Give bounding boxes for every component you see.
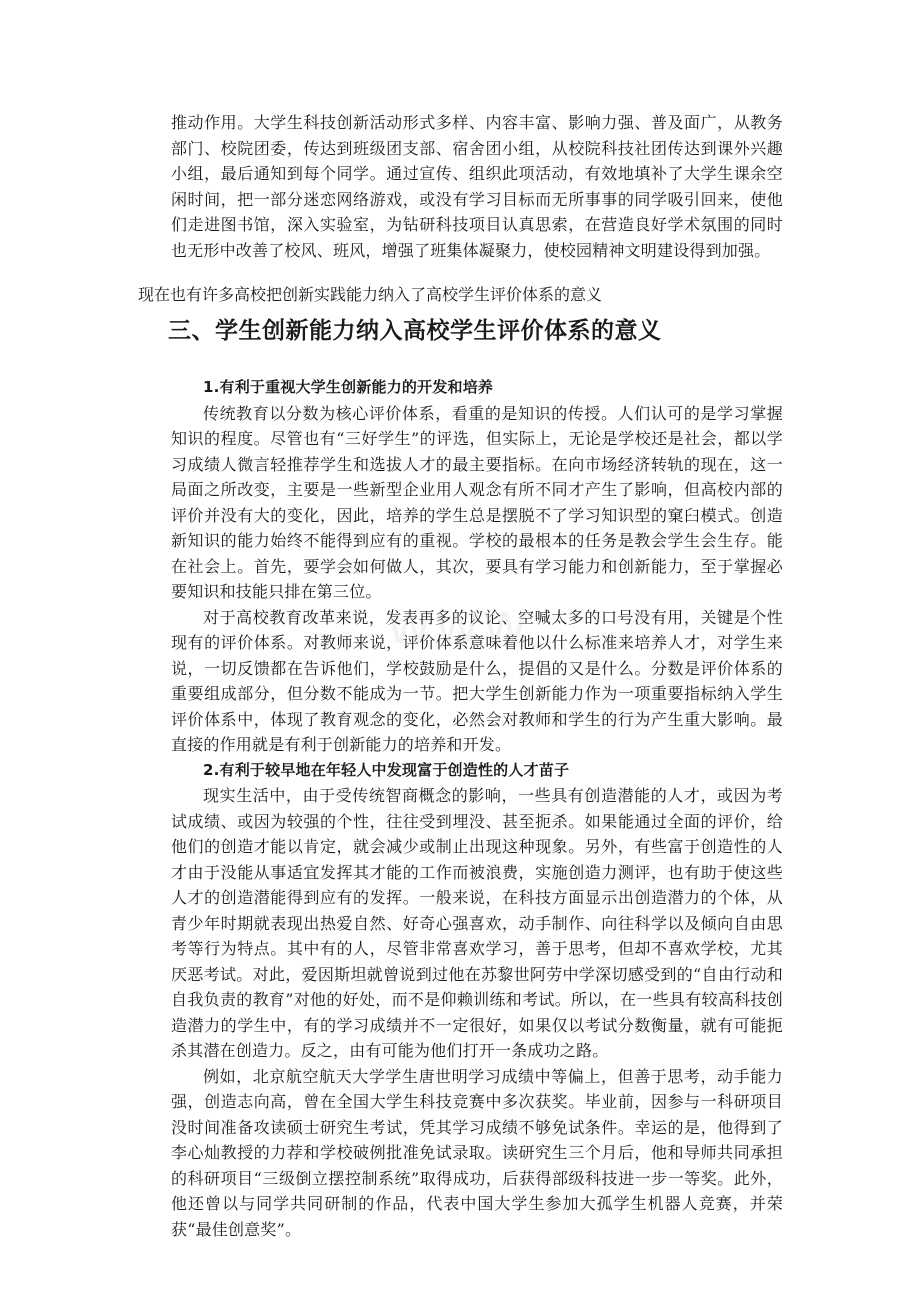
main-section (171, 375, 783, 1242)
intro-paragraph: 推动作用。大学生科技创新活动形式多样、内容丰富、影响力强、普及面广，从教务部门、校院团委，传达到班级团支部、宿舍团小组，从校院科技社团传达到课外兴趣小组，最后通知到每个同学。通过宣传、组织此项活动，有效地填补了大学生课余空闲时间，把一部分迷恋网络游戏，或没有学习目标而无所事事的同学吸引回来，使他们走进图书馆，深入实验室，为钻研科技项目认真思索，在营造良好学术氛围的同时也无形中改善了校风、班风，增强了班集体凝聚力，使校园精神文明建设得到加强。 (171, 113, 783, 260)
note-line: 现在也有许多高校把创新实践能力纳入了高校学生评价体系的意义 (138, 285, 603, 304)
subsection-2-heading: 2.有利于较早地在年轻人中发现富于创造性的人才苗子 (203, 760, 570, 779)
subsection-1-heading: 1.有利于重视大学生创新能力的开发和培养 (203, 378, 494, 396)
watermark: www (388, 591, 532, 656)
subsection-2-paragraph-2: 例如，北京航空航天大学学生唐世明学习成绩中等偏上，但善于思考，动手能力强，创造志向高，曾在全国大学生科技竞赛中多次获奖。毕业前，因参与一科研项目没时间准备攻读硕士研究生考试，凭其学习成绩不够免试条件。幸运的是，他得到了李心灿教授的力荐和学校破例批准免试录取。读研究生三个月后，他和导师共同承担的科研项目“三级倒立摆控制系统”取得成功，后获得部级科技进一步一等奖。此外，他还曾以与同学共同研制的作品，代表中国大学生参加大孤学生机器人竞赛，并荣获“最佳创意奖”。 (171, 1066, 783, 1239)
subsection-2-paragraph-1: 现实生活中，由于受传统智商概念的影响，一些具有创造潜能的人才，或因为考试成绩、或因为较强的个性，往往受到埋没、甚至扼杀。如果能通过全面的评价，给他们的创造才能以肯定，就会减少或制止出现这种现象。另外，有些富于创造性的人才由于没能从事适宜发挥其才能的工作而被浪费，实施创造力测评，也有助于使这些人才的创造潜能得到应有的发挥。一般来说，在科技方面显示出创造潜力的个体，从青少年时期就表现出热爱自然、好奇心强喜欢，动手制作、向往科学以及倾向自由思考等行为特点。其中有的人，尽管非常喜欢学习，善于思考，但却不喜欢学校，尤其厌恶考试。对此，爱因斯坦就曾说到过他在苏黎世阿劳中学深切感受到的“自由行动和自我负责的教育”对他的好处，而不是仰赖训练和考试。所以，在一些具有较高科技创造潜力的学生中，有的学习成绩并不一定很好，如果仅以考试分数衡量，就有可能扼杀其潜在创造力。反之，由有可能为他们打开一条成功之路。 (171, 786, 783, 1060)
intro-section (171, 110, 783, 263)
section-title: 三、学生创新能力纳入高校学生评价体系的意义 (168, 318, 662, 344)
subsection-1-paragraph-1: 传统教育以分数为核心评价体系，看重的是知识的传授。人们认可的是学习掌握知识的程度。尽管也有“三好学生”的评选，但实际上，无论是学校还是社会，都以学习成绩人微言轻推荐学生和选拔人才的最主要指标。在向市场经济转轨的现在，这一局面之所改变，主要是一些新型企业用人观念有所不同才产生了影响，但高校内部的评价并没有大的变化，因此，培养的学生总是摆脱不了学习知识型的窠臼模式。创造新知识的能力始终不能得到应有的重视。学校的最根本的任务是教会学生会生存。能在社会上。首先，要学会如何做人，其次，要具有学习能力和创新能力，至于掌握必要知识和技能只排在第三位。 (171, 403, 783, 601)
subsection-1-paragraph-2: 对于高校教育改革来说，发表再多的议论、空喊太多的口号没有用，关键是个性现有的评价体系。对教师来说，评价体系意味着他以什么标准来培养人才，对学生来说，一切反馈都在告诉他们，学校鼓励是什么，提倡的又是什么。分数是评价体系的重要组成部分，但分数不能成为一节。把大学生创新能力作为一项重要指标纳入学生评价体系中，体现了教育观念的变化，必然会对教师和学生的行为产生重大影响。最直接的作用就是有利于创新能力的培养和开发。 (171, 607, 783, 754)
